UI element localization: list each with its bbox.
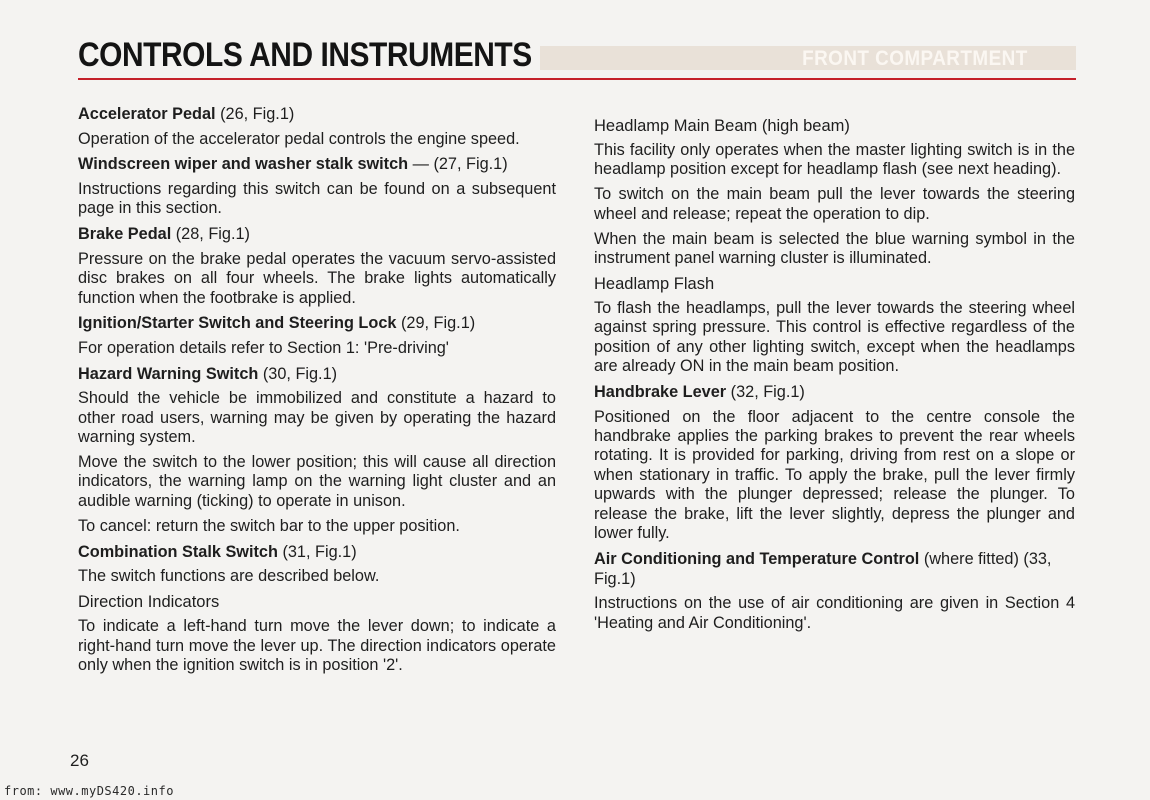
header-divider [78,78,1076,80]
direction-heading: Direction Indicators [78,593,220,612]
brake-body: Pressure on the brake pedal operates the vacuum servo-assisted disc brakes on all four wheels. The brake lights automatically function when the footbrake is applied. [78,249,556,307]
page-title: CONTROLS AND INSTRUMENTS [78,36,532,74]
hazard-body-2: Move the switch to the lower position; this will cause all direction indicators, the warning lamp on the warning light cluster and an audible warning (ticking) to operate in unison. [78,453,556,510]
section-tab [540,46,1076,70]
combination-body: The switch functions are described below. [78,567,380,586]
wiper-body: Instructions regarding this switch can be found on a subsequent page in this section. [78,179,556,218]
aircon-heading: Air Conditioning and Temperature Control (where fitted) (33, Fig.1) [594,549,1052,588]
ignition-body: For operation details refer to Section 1: 'Pre-driving' [78,338,449,357]
ignition-heading: Ignition/Starter Switch and Steering Lock (29, Fig.1) [78,314,476,333]
source-watermark: from: www.myDS420.info [4,784,174,798]
handbrake-heading: Handbrake Lever (32, Fig.1) [594,383,805,402]
aircon-body: Instructions on the use of air conditioning are given in Section 4 'Heating and Air Conditioning'. [594,594,1075,632]
combination-heading: Combination Stalk Switch (31, Fig.1) [78,542,357,561]
wiper-heading: Windscreen wiper and washer stalk switch — (27, Fig.1) [78,155,508,174]
right-column [594,116,1075,639]
hazard-body-3: To cancel: return the switch bar to the upper position. [78,516,460,535]
hazard-heading: Hazard Warning Switch (30, Fig.1) [78,364,338,383]
accelerator-heading: Accelerator Pedal (26, Fig.1) [78,105,295,123]
left-column [78,104,556,681]
main-beam-body-1: This facility only operates when the master lighting switch is in the headlamp position except for headlamp flash (see next heading). [594,141,1075,179]
hazard-body-1: Should the vehicle be immobilized and constitute a hazard to other road users, warning may be given by operating the hazard warning system. [78,389,556,447]
section-tab-label: FRONT COMPARTMENT [802,47,1028,70]
handbrake-body: Positioned on the floor adjacent to the centre console the handbrake applies the parking brakes to prevent the rear wheels rotating. It is provided for parking, driving from rest on a slope or when stationary in traffic. To apply the brake, pull the lever firmly upwards with the plunger depressed; release the plunger. To release the brake, lift the lever slightly, depress the plunger and lower fully. [594,407,1075,542]
brake-heading: Brake Pedal (28, Fig.1) [78,225,250,244]
flash-body: To flash the headlamps, pull the lever towards the steering wheel against spring pressure. This control is effective regardless of the position of any other lighting switch, except when the headlamps are already ON in the main beam position. [594,298,1075,376]
accelerator-body: Operation of the accelerator pedal controls the engine speed. [78,129,520,148]
page-number: 26 [70,751,89,770]
direction-body: To indicate a left-hand turn move the lever down; to indicate a right-hand turn move the lever up. The direction indicators operate only when the ignition switch is in position '2'. [78,617,556,674]
main-beam-body-3: When the main beam is selected the blue warning symbol in the instrument panel warning cluster is illuminated. [594,229,1075,268]
main-beam-body-2: To switch on the main beam pull the lever towards the steering wheel and release; repeat the operation to dip. [594,185,1075,223]
flash-heading: Headlamp Flash [594,274,715,293]
main-beam-heading: Headlamp Main Beam (high beam) [594,117,850,135]
